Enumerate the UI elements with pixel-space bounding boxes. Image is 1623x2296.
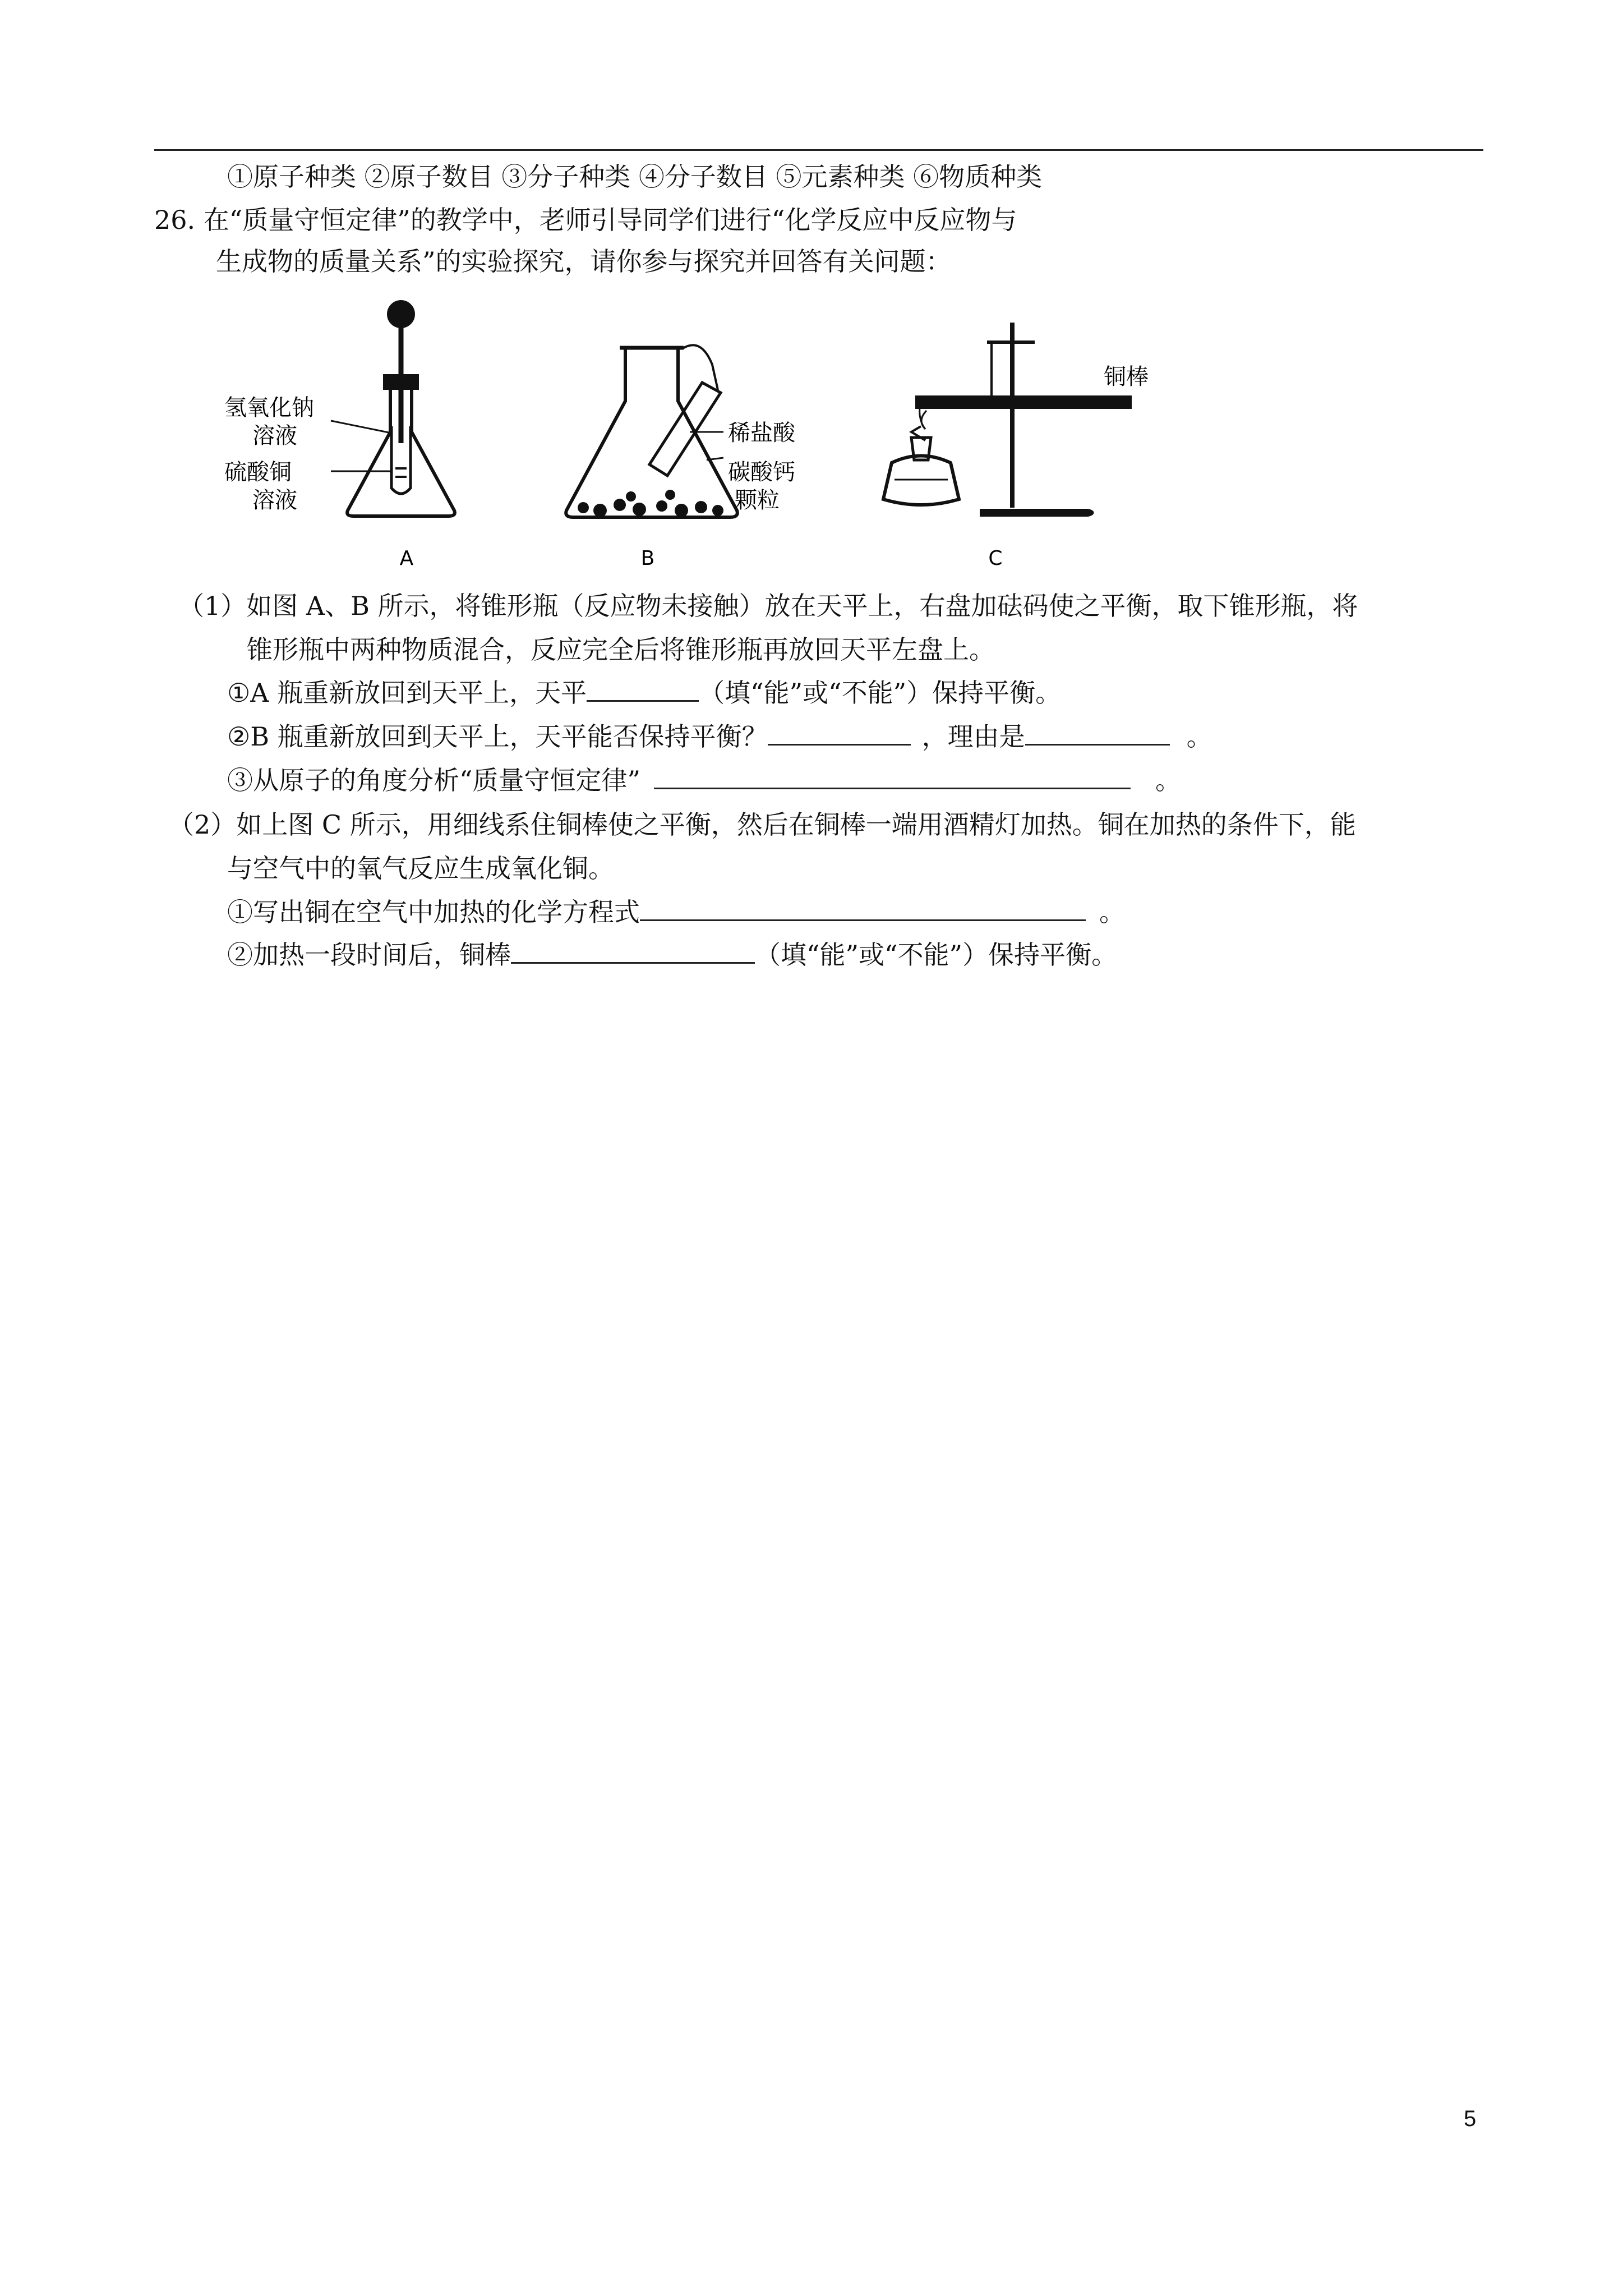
part1-q1-prefix: ①A 瓶重新放回到天平上，天平	[227, 678, 587, 708]
stopper	[385, 376, 417, 388]
part1-q2-prefix: ②B 瓶重新放回到天平上，天平能否保持平衡？	[227, 721, 768, 752]
part2-q2-suffix: （填“能”或“不能”）保持平衡。	[755, 940, 1118, 970]
label-cuso4-1: 硫酸铜	[224, 459, 292, 485]
answer-blank-equation[interactable]	[640, 897, 1086, 921]
label-caco3-1: 碳酸钙	[728, 459, 795, 485]
label-cuso4-2: 溶液	[252, 487, 297, 513]
apparatus-b	[566, 345, 737, 517]
part2-q1-suffix: 。	[1099, 897, 1125, 927]
label-naoh-2: 溶液	[252, 423, 297, 449]
part1-question-2	[227, 720, 1212, 753]
header-rule	[154, 149, 1483, 151]
part1-question-3	[227, 763, 1181, 797]
part1-q3-prefix: ③从原子的角度分析“质量守恒定律”	[227, 765, 641, 795]
part1-question-1	[227, 676, 1061, 710]
leader-naoh	[331, 421, 391, 433]
label-naoh-1: 氢氧化钠	[224, 395, 314, 421]
caption-c: C	[988, 547, 1003, 570]
options-line: ①原子种类 ②原子数目 ③分子种类 ④分子数目 ⑤元素种类 ⑥物质种类	[227, 162, 1043, 192]
stand-base	[981, 510, 1092, 515]
part2-intro-line-2: 与空气中的氧气反应生成氧化铜。	[227, 853, 614, 884]
page-number: 5	[1464, 2106, 1477, 2131]
answer-blank-atomic-analysis[interactable]	[654, 765, 1131, 789]
part1-q3-suffix: 。	[1155, 765, 1182, 795]
label-copper-rod: 铜棒	[1104, 364, 1149, 390]
caption-a: A	[399, 547, 414, 570]
answer-blank-b-reason[interactable]	[1025, 721, 1170, 746]
part2-question-1	[227, 895, 1125, 929]
answer-blank-b-balance[interactable]	[768, 721, 911, 746]
part1-intro-line-2: 锥形瓶中两种物质混合，反应完全后将锥形瓶再放回天平左盘上。	[247, 634, 995, 665]
part2-intro-line-1: （2）如上图 C 所示，用细线系住铜棒使之平衡，然后在铜棒一端用酒精灯加热。铜在加热的条件下，能	[168, 809, 1356, 840]
part1-intro-line-1: （1）如图 A、B 所示，将锥形瓶（反应物未接触）放在天平上，右盘加砝码使之平衡，取下锥形瓶，将	[178, 591, 1358, 621]
caco3-granules	[578, 490, 723, 517]
part1-q1-suffix: （填“能”或“不能”）保持平衡。	[699, 678, 1062, 708]
dropper-bulb	[389, 302, 413, 326]
caption-b: B	[640, 547, 655, 570]
part1-q2-suffix: 。	[1186, 721, 1212, 752]
label-caco3-2: 颗粒	[735, 487, 780, 513]
apparatus-a	[331, 302, 455, 516]
answer-blank-rod-balance[interactable]	[511, 940, 755, 964]
part1-q2-middle: ，理由是	[921, 721, 1025, 752]
apparatus-figure	[213, 286, 1166, 578]
label-hcl: 稀盐酸	[728, 420, 795, 446]
question-26-line-1: 26. 在“质量守恒定律”的教学中，老师引导同学们进行“化学反应中反应物与	[154, 205, 1017, 235]
apparatus-c	[883, 323, 1130, 515]
answer-blank-a-balance[interactable]	[587, 678, 699, 702]
part2-q2-prefix: ②加热一段时间后，铜棒	[227, 940, 511, 970]
part2-q1-prefix: ①写出铜在空气中加热的化学方程式	[227, 897, 640, 927]
question-26-line-2: 生成物的质量关系”的实验探究，请你参与探究并回答有关问题：	[216, 246, 952, 277]
string-b	[682, 345, 718, 390]
copper-rod	[917, 397, 1130, 407]
part2-question-2	[227, 938, 1117, 972]
